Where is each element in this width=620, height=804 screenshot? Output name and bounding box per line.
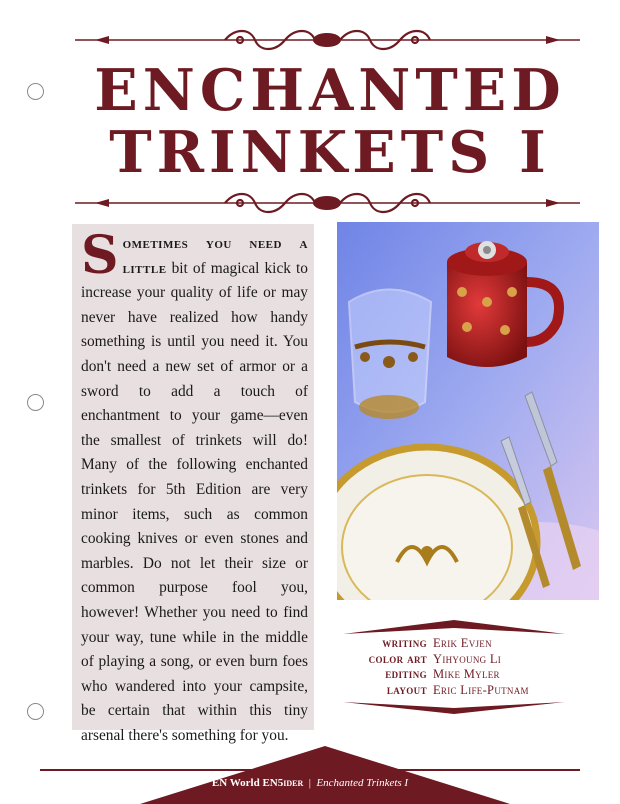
glass-goblet — [349, 290, 431, 420]
credit-row-editing — [343, 667, 565, 683]
credit-row-color-art — [343, 652, 565, 668]
credit-role: layout — [386, 682, 427, 697]
credits-list — [343, 636, 565, 698]
intro-text — [81, 225, 308, 748]
footer-banner — [140, 744, 510, 804]
binder-hole-middle — [27, 394, 44, 411]
intro-lead: ometimes you need a little — [122, 235, 308, 277]
trinkets-illustration — [337, 222, 599, 600]
credit-name: Erik Evjen — [433, 636, 492, 650]
page-title-line1: ENCHANTED — [94, 57, 566, 124]
title-ornament-top — [75, 29, 580, 51]
footer-issue-title: Enchanted Trinkets I — [316, 777, 409, 789]
credit-role: color art — [368, 651, 427, 666]
credit-row-writing — [343, 636, 565, 652]
footer-separator: | — [308, 777, 311, 789]
binder-hole-top — [27, 83, 44, 100]
binder-hole-bottom — [27, 703, 44, 720]
credit-role: editing — [385, 667, 427, 681]
page-title-line2: TRINKETS I — [109, 119, 551, 186]
footer-publication: EN World EN5ider — [211, 777, 304, 789]
credit-name: Yihyoung Li — [433, 651, 502, 666]
credits-block — [343, 616, 565, 718]
credit-row-layout — [343, 683, 565, 699]
credit-name: Mike Myler — [433, 667, 500, 681]
drop-cap: S — [81, 225, 119, 286]
credit-role: writing — [382, 636, 427, 650]
credit-name: Eric Life-Putnam — [433, 682, 529, 697]
page-footer — [0, 777, 620, 789]
intro-sidebar — [72, 224, 314, 744]
intro-body: bit of magical kick to increase your quality of life or may never have realized how handy something is until you need it. You don't need a new set of armor or a sword to add a touch of enchantment to your game—even the smallest of trinkets will do! Many of the following enchanted trinkets for 5th Edition are very minor items, such as common cooking knives or even stones and marbles. Do not let their size or common purpose fool you, however! Whether you need to find your way, tune while in the middle of playing a song, or even burn foes who wandered into your campsite, be certain that within this tiny arsenal there's something for you. — [81, 259, 308, 744]
title-ornament-bottom — [75, 192, 580, 214]
